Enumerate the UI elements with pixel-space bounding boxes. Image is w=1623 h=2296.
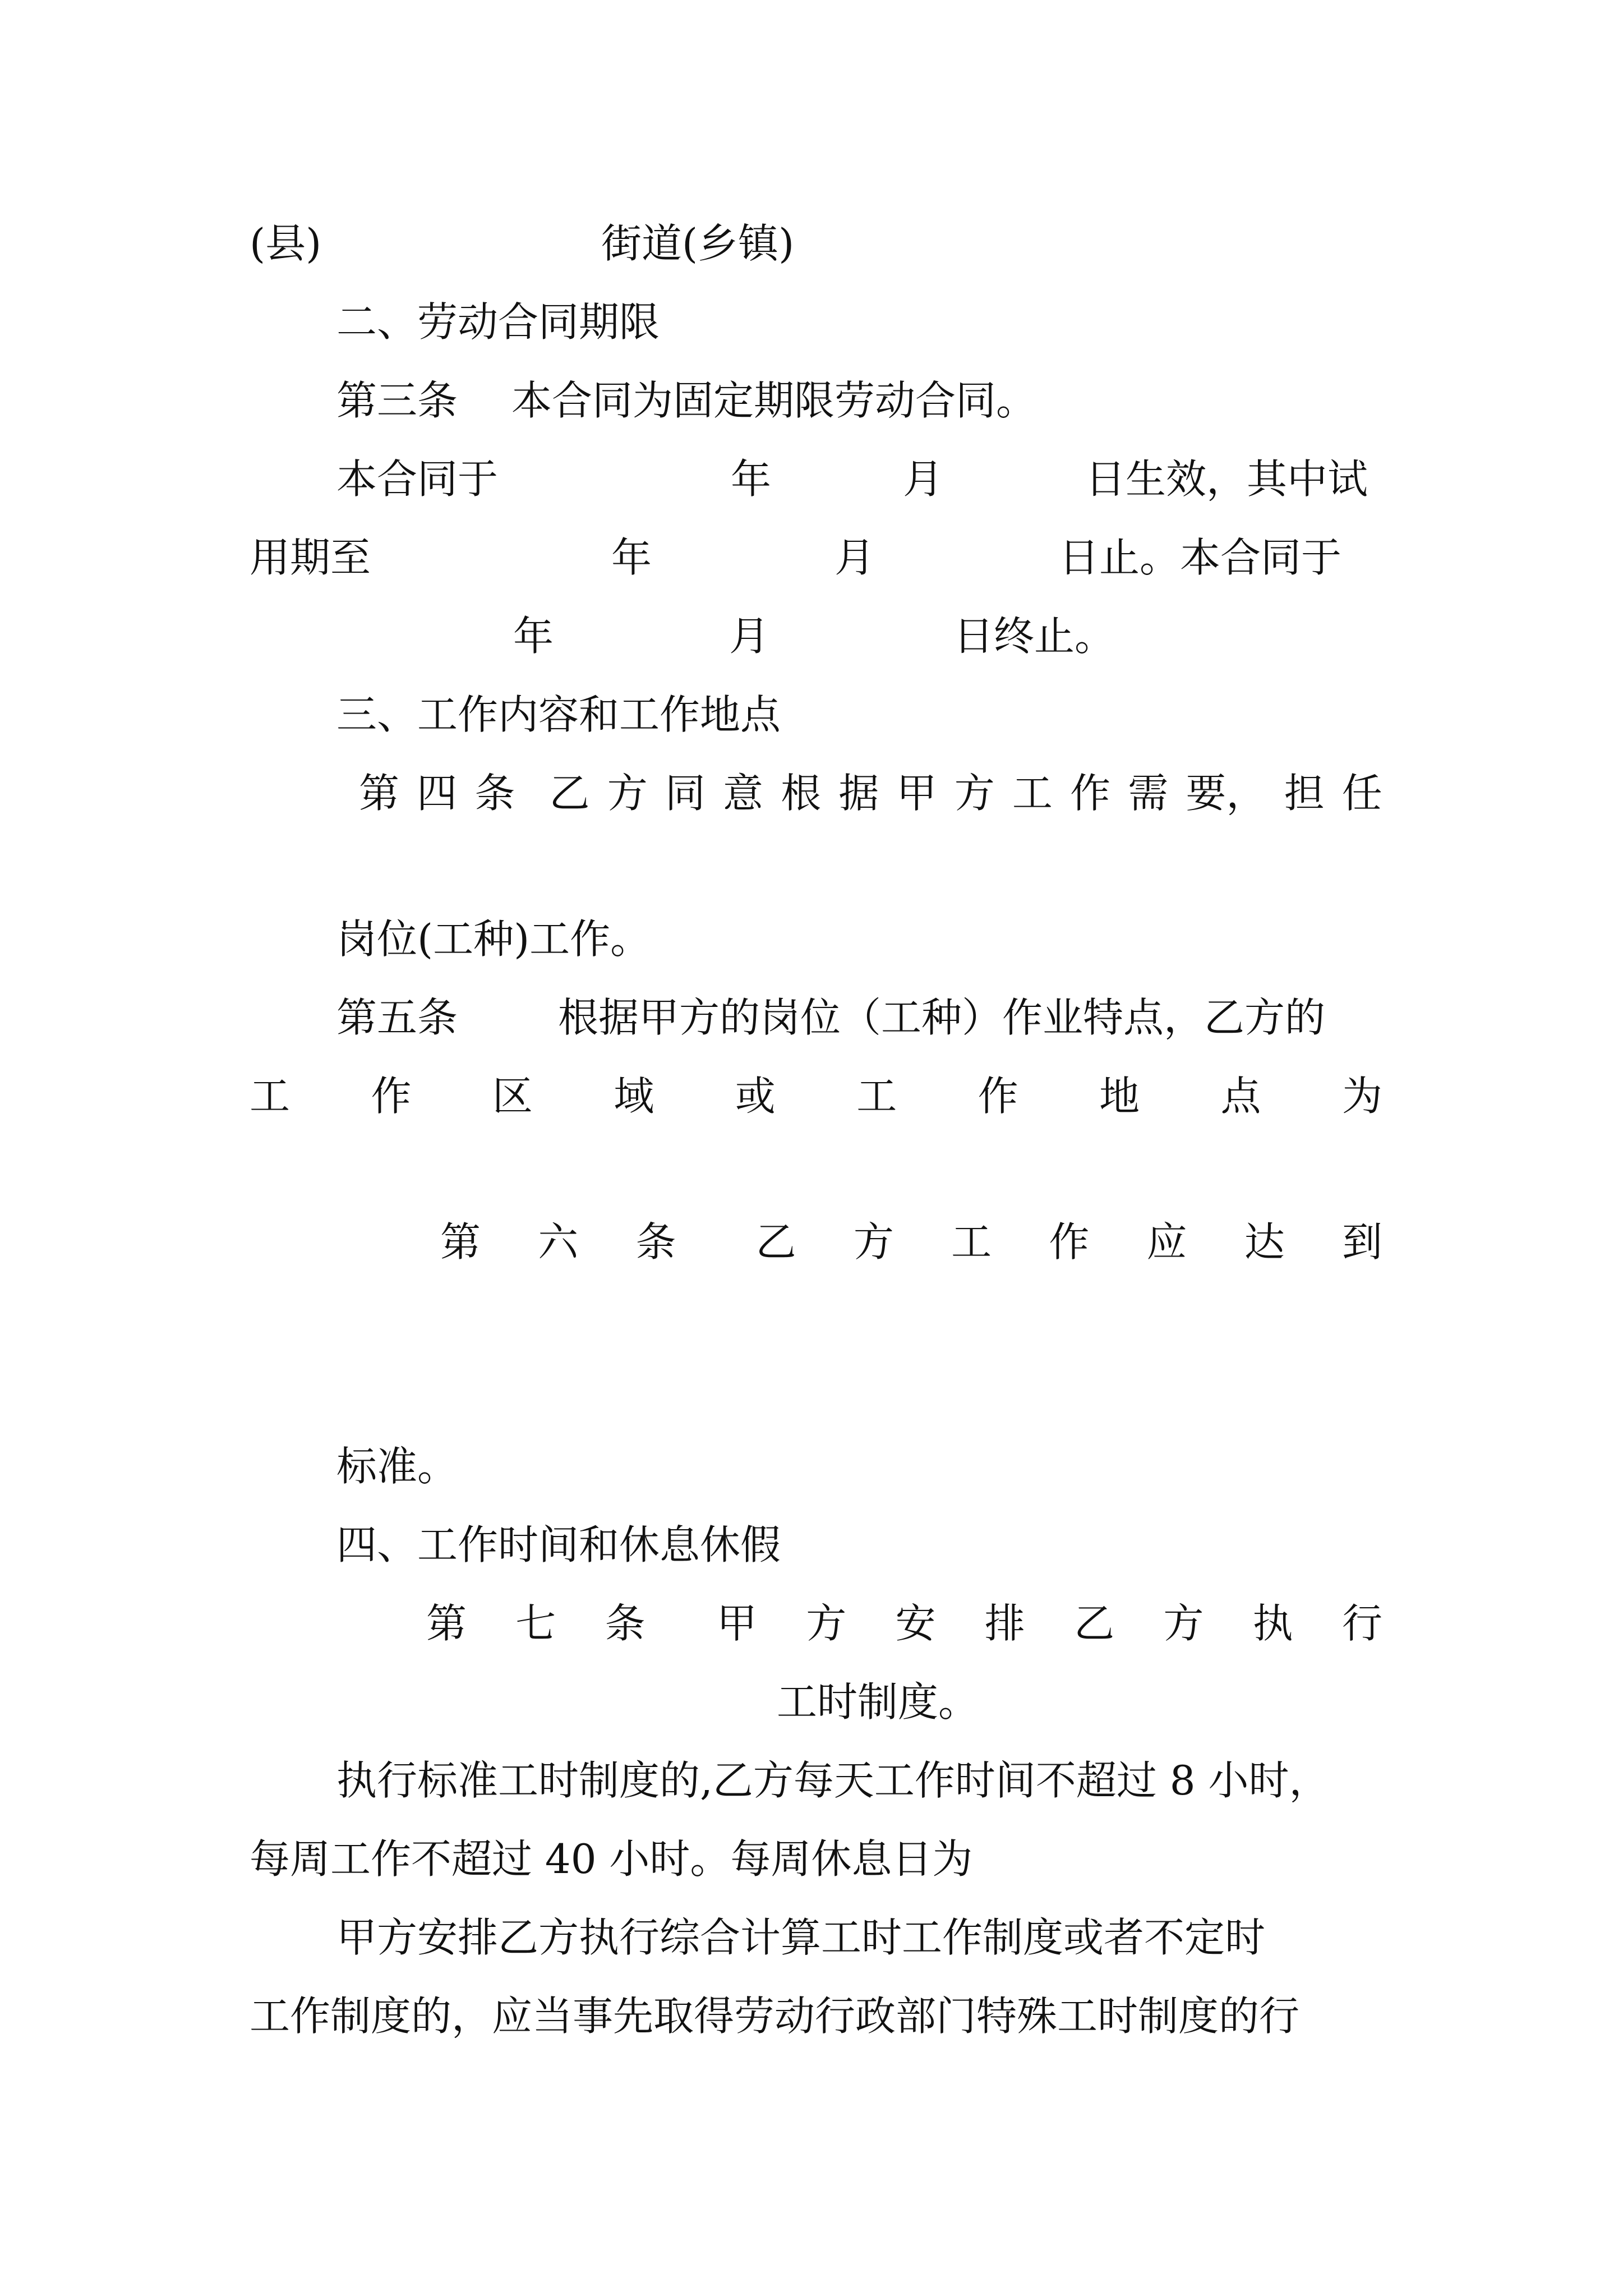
effective-day-1: 日生效，其中试 bbox=[1085, 455, 1368, 503]
probation-year: 年 bbox=[611, 534, 652, 581]
article-4-position: 岗位(工种)工作。 bbox=[336, 915, 651, 963]
article-4-line: 第 四 条 乙 方 同 意 根 据 甲 方 工 作 需 要， 担 任 bbox=[359, 770, 1382, 817]
text-street-township: 街道(乡镇) bbox=[601, 220, 795, 267]
article-3-label: 第三条 bbox=[336, 377, 458, 424]
probation-start: 用期至 bbox=[250, 534, 371, 581]
effective-start: 本合同于 bbox=[336, 455, 499, 503]
standard-hours-line-1: 执行标准工时制度的,乙方每天工作时间不超过 8 小时， bbox=[336, 1757, 1330, 1804]
article-7-regime: 工时制度。 bbox=[777, 1678, 979, 1726]
article-5-line-2: 工 作 区 域 或 工 作 地 点 为 bbox=[250, 1073, 1382, 1120]
article-5-label: 第五条 bbox=[336, 994, 458, 1041]
section-heading-4: 四、工作时间和休息休假 bbox=[336, 1521, 781, 1568]
comprehensive-hours-line-1: 甲方安排乙方执行综合计算工时工作制度或者不定时 bbox=[336, 1914, 1266, 1961]
text-county: (县) bbox=[250, 220, 322, 267]
probation-month: 月 bbox=[834, 534, 875, 581]
article-6-line: 第 六 条 乙 方 工 作 应 达 到 bbox=[440, 1218, 1382, 1266]
comprehensive-hours-line-2: 工作制度的，应当事先取得劳动行政部门特殊工时制度的行 bbox=[250, 1993, 1300, 2040]
probation-day: 日止。本合同于 bbox=[1059, 534, 1342, 581]
section-heading-2: 二、劳动合同期限 bbox=[336, 298, 660, 346]
termination-month: 月 bbox=[729, 613, 770, 660]
article-7-line: 第 七 条 甲 方 安 排 乙 方 执 行 bbox=[426, 1600, 1382, 1647]
section-heading-3: 三、工作内容和工作地点 bbox=[336, 691, 781, 738]
termination-year: 年 bbox=[513, 613, 554, 660]
article-6-standard: 标准。 bbox=[336, 1443, 458, 1490]
effective-month-1: 月 bbox=[903, 455, 944, 503]
termination-day: 日终止。 bbox=[953, 613, 1115, 660]
article-3-text: 本合同为固定期限劳动合同。 bbox=[511, 377, 1037, 424]
effective-year-1: 年 bbox=[731, 455, 772, 503]
standard-hours-line-2: 每周工作不超过 40 小时。每周休息日为 bbox=[250, 1835, 973, 1883]
article-5-text: 根据甲方的岗位（工种）作业特点，乙方的 bbox=[558, 994, 1326, 1041]
